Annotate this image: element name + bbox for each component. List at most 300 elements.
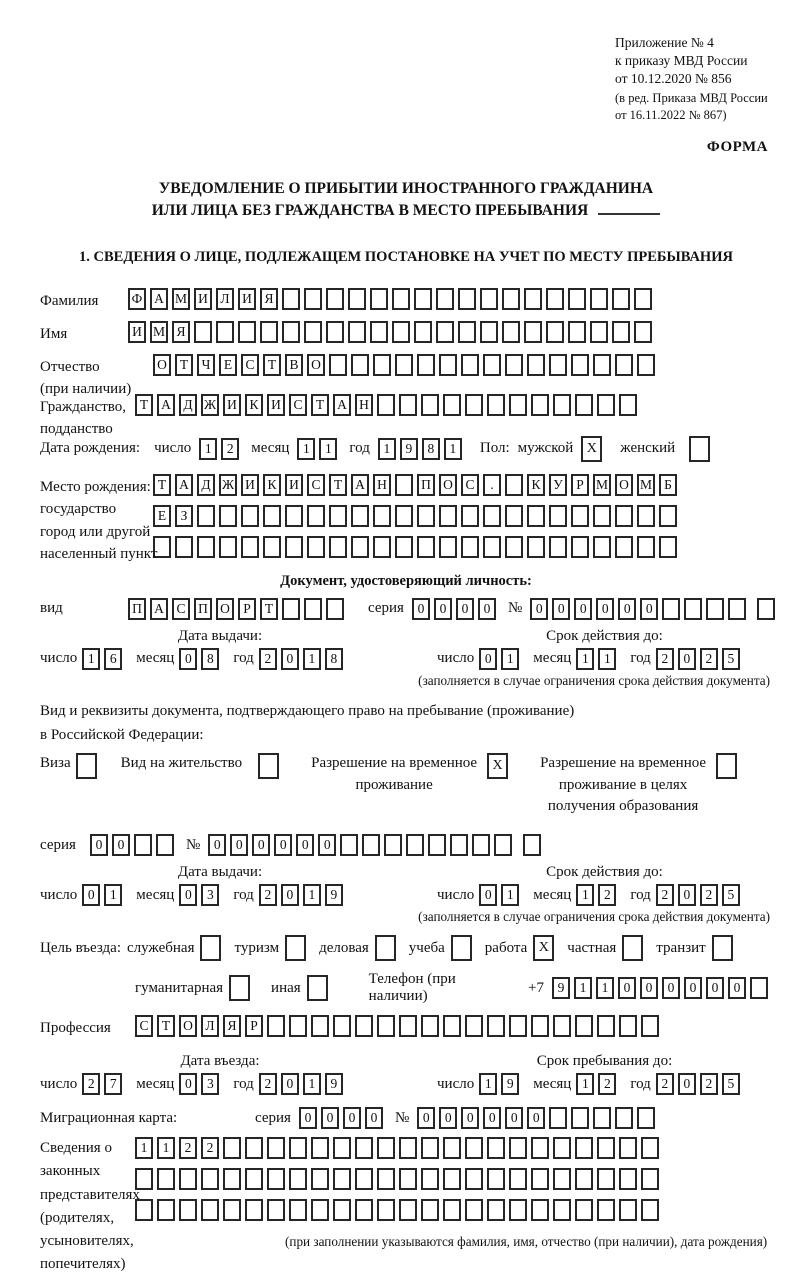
char-box[interactable]: 2 (700, 1073, 718, 1095)
char-box[interactable] (615, 354, 633, 376)
char-box[interactable] (509, 1015, 527, 1037)
char-box[interactable] (333, 1015, 351, 1037)
char-box[interactable] (245, 1199, 263, 1221)
char-box[interactable] (716, 753, 737, 779)
char-box[interactable] (348, 321, 366, 343)
char-box[interactable] (197, 505, 215, 527)
char-box[interactable] (509, 1199, 527, 1221)
char-box[interactable]: 0 (299, 1107, 317, 1129)
char-box[interactable] (549, 354, 567, 376)
char-box[interactable]: 8 (325, 648, 343, 670)
char-box[interactable] (417, 505, 435, 527)
char-box[interactable] (659, 536, 677, 558)
char-box[interactable]: Ф (128, 288, 146, 310)
char-box[interactable] (421, 394, 439, 416)
char-box[interactable] (311, 1168, 329, 1190)
char-box[interactable]: 1 (576, 648, 594, 670)
char-box[interactable]: А (150, 598, 168, 620)
char-box[interactable] (197, 536, 215, 558)
char-box[interactable]: С (172, 598, 190, 620)
char-box[interactable] (549, 505, 567, 527)
char-box[interactable]: 2 (259, 884, 277, 906)
char-box[interactable] (593, 354, 611, 376)
char-box[interactable] (399, 1168, 417, 1190)
char-box[interactable] (549, 1107, 567, 1129)
char-box[interactable]: 1 (319, 438, 337, 460)
char-box[interactable]: 0 (530, 598, 548, 620)
char-box[interactable]: 1 (501, 648, 519, 670)
char-box[interactable] (157, 1168, 175, 1190)
char-box[interactable] (684, 598, 702, 620)
char-box[interactable]: С (135, 1015, 153, 1037)
char-box[interactable] (461, 354, 479, 376)
char-box[interactable] (553, 1015, 571, 1037)
char-box[interactable] (750, 977, 768, 999)
char-box[interactable]: Р (571, 474, 589, 496)
char-box[interactable] (377, 1015, 395, 1037)
char-box[interactable] (483, 505, 501, 527)
char-box[interactable]: 2 (201, 1137, 219, 1159)
char-box[interactable] (307, 505, 325, 527)
char-box[interactable] (487, 1015, 505, 1037)
char-box[interactable] (619, 1168, 637, 1190)
char-box[interactable] (229, 975, 250, 1001)
char-box[interactable] (351, 505, 369, 527)
char-box[interactable] (194, 321, 212, 343)
char-box[interactable] (326, 321, 344, 343)
char-box[interactable] (201, 1199, 219, 1221)
char-box[interactable] (156, 834, 174, 856)
char-box[interactable]: С (307, 474, 325, 496)
char-box[interactable]: А (157, 394, 175, 416)
char-box[interactable] (619, 1015, 637, 1037)
char-box[interactable]: Т (260, 598, 278, 620)
char-box[interactable] (289, 1199, 307, 1221)
char-box[interactable] (597, 1168, 615, 1190)
char-box[interactable]: П (417, 474, 435, 496)
char-box[interactable] (509, 1168, 527, 1190)
char-box[interactable] (311, 1199, 329, 1221)
char-box[interactable]: 0 (678, 648, 696, 670)
char-box[interactable]: Я (260, 288, 278, 310)
char-box[interactable] (333, 1137, 351, 1159)
char-box[interactable]: 0 (179, 1073, 197, 1095)
char-box[interactable]: Д (179, 394, 197, 416)
char-box[interactable] (637, 354, 655, 376)
char-box[interactable]: В (285, 354, 303, 376)
char-box[interactable] (258, 753, 279, 779)
char-box[interactable] (245, 1137, 263, 1159)
char-box[interactable]: Б (659, 474, 677, 496)
char-box[interactable]: Н (355, 394, 373, 416)
char-box[interactable]: Я (172, 321, 190, 343)
char-box[interactable] (399, 394, 417, 416)
char-box[interactable] (289, 1015, 307, 1037)
char-box[interactable] (590, 288, 608, 310)
char-box[interactable] (219, 505, 237, 527)
char-box[interactable] (395, 536, 413, 558)
char-box[interactable] (267, 1199, 285, 1221)
char-box[interactable] (134, 834, 152, 856)
char-box[interactable] (615, 505, 633, 527)
char-box[interactable]: 0 (618, 977, 636, 999)
char-box[interactable]: 0 (527, 1107, 545, 1129)
char-box[interactable] (531, 1168, 549, 1190)
char-box[interactable] (553, 1168, 571, 1190)
char-box[interactable] (76, 753, 97, 779)
char-box[interactable] (706, 598, 724, 620)
char-box[interactable]: 0 (505, 1107, 523, 1129)
char-box[interactable] (597, 1137, 615, 1159)
char-box[interactable] (527, 505, 545, 527)
char-box[interactable] (421, 1168, 439, 1190)
char-box[interactable] (531, 1137, 549, 1159)
char-box[interactable] (304, 598, 322, 620)
char-box[interactable]: X (533, 935, 554, 961)
char-box[interactable]: П (128, 598, 146, 620)
char-box[interactable] (524, 288, 542, 310)
char-box[interactable]: 0 (281, 648, 299, 670)
char-box[interactable] (307, 975, 328, 1001)
char-box[interactable] (612, 321, 630, 343)
char-box[interactable]: X (581, 436, 602, 462)
char-box[interactable]: И (238, 288, 256, 310)
char-box[interactable] (757, 598, 775, 620)
char-box[interactable] (443, 394, 461, 416)
char-box[interactable] (531, 394, 549, 416)
char-box[interactable] (480, 321, 498, 343)
char-box[interactable] (553, 394, 571, 416)
char-box[interactable]: 3 (201, 1073, 219, 1095)
char-box[interactable]: 1 (576, 884, 594, 906)
char-box[interactable]: 2 (700, 648, 718, 670)
char-box[interactable]: 9 (552, 977, 570, 999)
char-box[interactable]: 0 (640, 977, 658, 999)
char-box[interactable] (487, 1199, 505, 1221)
char-box[interactable] (505, 536, 523, 558)
char-box[interactable]: 2 (82, 1073, 100, 1095)
char-box[interactable] (461, 536, 479, 558)
char-box[interactable] (238, 321, 256, 343)
char-box[interactable] (527, 354, 545, 376)
char-box[interactable]: 0 (478, 598, 496, 620)
char-box[interactable]: 2 (221, 438, 239, 460)
char-box[interactable]: 0 (706, 977, 724, 999)
char-box[interactable]: 3 (201, 884, 219, 906)
char-box[interactable] (351, 536, 369, 558)
char-box[interactable] (399, 1015, 417, 1037)
char-box[interactable] (527, 536, 545, 558)
char-box[interactable] (392, 288, 410, 310)
char-box[interactable]: 0 (417, 1107, 435, 1129)
char-box[interactable] (619, 1137, 637, 1159)
char-box[interactable] (483, 354, 501, 376)
char-box[interactable]: Я (223, 1015, 241, 1037)
char-box[interactable] (267, 1015, 285, 1037)
char-box[interactable] (355, 1199, 373, 1221)
char-box[interactable]: 0 (618, 598, 636, 620)
char-box[interactable] (223, 1137, 241, 1159)
char-box[interactable] (282, 321, 300, 343)
char-box[interactable]: Е (219, 354, 237, 376)
char-box[interactable]: 0 (684, 977, 702, 999)
char-box[interactable] (597, 1199, 615, 1221)
char-box[interactable] (487, 394, 505, 416)
char-box[interactable]: 1 (303, 1073, 321, 1095)
char-box[interactable] (487, 1137, 505, 1159)
char-box[interactable] (634, 321, 652, 343)
char-box[interactable]: 9 (501, 1073, 519, 1095)
char-box[interactable]: О (615, 474, 633, 496)
char-box[interactable] (421, 1137, 439, 1159)
char-box[interactable] (333, 1199, 351, 1221)
char-box[interactable] (329, 536, 347, 558)
char-box[interactable] (641, 1168, 659, 1190)
char-box[interactable] (351, 354, 369, 376)
char-box[interactable] (373, 505, 391, 527)
char-box[interactable] (509, 1137, 527, 1159)
char-box[interactable]: Ж (219, 474, 237, 496)
char-box[interactable]: 1 (199, 438, 217, 460)
char-box[interactable] (289, 1137, 307, 1159)
char-box[interactable]: 1 (501, 884, 519, 906)
char-box[interactable] (615, 1107, 633, 1129)
char-box[interactable] (458, 321, 476, 343)
char-box[interactable] (223, 1168, 241, 1190)
char-box[interactable]: Н (373, 474, 391, 496)
char-box[interactable] (370, 288, 388, 310)
char-box[interactable]: 1 (82, 648, 100, 670)
char-box[interactable]: 1 (303, 884, 321, 906)
char-box[interactable] (619, 394, 637, 416)
char-box[interactable] (373, 354, 391, 376)
char-box[interactable]: 0 (456, 598, 474, 620)
char-box[interactable]: 9 (325, 884, 343, 906)
char-box[interactable] (377, 1137, 395, 1159)
char-box[interactable] (568, 288, 586, 310)
char-box[interactable] (179, 1168, 197, 1190)
char-box[interactable] (443, 1199, 461, 1221)
char-box[interactable] (355, 1015, 373, 1037)
char-box[interactable]: С (461, 474, 479, 496)
char-box[interactable]: Л (201, 1015, 219, 1037)
char-box[interactable] (712, 935, 733, 961)
char-box[interactable] (571, 505, 589, 527)
char-box[interactable] (267, 1137, 285, 1159)
char-box[interactable] (502, 321, 520, 343)
char-box[interactable] (443, 1168, 461, 1190)
char-box[interactable] (575, 1168, 593, 1190)
char-box[interactable]: 0 (318, 834, 336, 856)
char-box[interactable]: И (285, 474, 303, 496)
char-box[interactable] (461, 505, 479, 527)
char-box[interactable]: 7 (104, 1073, 122, 1095)
char-box[interactable]: 0 (281, 1073, 299, 1095)
char-box[interactable] (439, 354, 457, 376)
char-box[interactable] (571, 354, 589, 376)
char-box[interactable] (406, 834, 424, 856)
char-box[interactable]: 0 (596, 598, 614, 620)
char-box[interactable] (289, 1168, 307, 1190)
char-box[interactable]: 2 (179, 1137, 197, 1159)
char-box[interactable] (263, 505, 281, 527)
char-box[interactable] (524, 321, 542, 343)
char-box[interactable] (157, 1199, 175, 1221)
char-box[interactable] (662, 598, 680, 620)
char-box[interactable] (612, 288, 630, 310)
char-box[interactable] (179, 1199, 197, 1221)
char-box[interactable] (260, 321, 278, 343)
char-box[interactable] (216, 321, 234, 343)
char-box[interactable]: 2 (656, 884, 674, 906)
char-box[interactable] (659, 505, 677, 527)
char-box[interactable] (483, 536, 501, 558)
char-box[interactable]: 8 (201, 648, 219, 670)
char-box[interactable] (487, 1168, 505, 1190)
char-box[interactable] (395, 474, 413, 496)
char-box[interactable]: Т (175, 354, 193, 376)
char-box[interactable]: 0 (412, 598, 430, 620)
char-box[interactable] (509, 394, 527, 416)
char-box[interactable] (590, 321, 608, 343)
char-box[interactable] (546, 321, 564, 343)
char-box[interactable]: О (216, 598, 234, 620)
char-box[interactable]: 0 (82, 884, 100, 906)
char-box[interactable]: 0 (321, 1107, 339, 1129)
char-box[interactable]: Т (157, 1015, 175, 1037)
char-box[interactable] (593, 1107, 611, 1129)
char-box[interactable]: 1 (104, 884, 122, 906)
char-box[interactable] (505, 474, 523, 496)
char-box[interactable] (370, 321, 388, 343)
char-box[interactable]: 2 (656, 1073, 674, 1095)
char-box[interactable] (175, 536, 193, 558)
char-box[interactable]: 0 (678, 1073, 696, 1095)
char-box[interactable]: 0 (274, 834, 292, 856)
char-box[interactable] (414, 321, 432, 343)
char-box[interactable]: И (267, 394, 285, 416)
char-box[interactable]: К (245, 394, 263, 416)
char-box[interactable] (439, 505, 457, 527)
char-box[interactable]: И (128, 321, 146, 343)
char-box[interactable]: 1 (135, 1137, 153, 1159)
char-box[interactable]: М (637, 474, 655, 496)
char-box[interactable] (373, 536, 391, 558)
char-box[interactable]: 2 (656, 648, 674, 670)
char-box[interactable] (641, 1137, 659, 1159)
char-box[interactable] (263, 536, 281, 558)
char-box[interactable] (375, 935, 396, 961)
char-box[interactable]: Л (216, 288, 234, 310)
char-box[interactable] (593, 536, 611, 558)
char-box[interactable] (451, 935, 472, 961)
char-box[interactable]: М (593, 474, 611, 496)
char-box[interactable] (421, 1199, 439, 1221)
char-box[interactable]: Т (135, 394, 153, 416)
char-box[interactable] (219, 536, 237, 558)
char-box[interactable] (728, 598, 746, 620)
char-box[interactable] (399, 1199, 417, 1221)
char-box[interactable]: 0 (479, 648, 497, 670)
char-box[interactable]: 0 (208, 834, 226, 856)
char-box[interactable]: Т (153, 474, 171, 496)
char-box[interactable] (223, 1199, 241, 1221)
char-box[interactable] (443, 1015, 461, 1037)
char-box[interactable] (377, 1199, 395, 1221)
char-box[interactable] (505, 505, 523, 527)
char-box[interactable] (597, 1015, 615, 1037)
char-box[interactable] (245, 1168, 263, 1190)
char-box[interactable]: 1 (444, 438, 462, 460)
char-box[interactable]: Д (197, 474, 215, 496)
char-box[interactable] (502, 288, 520, 310)
char-box[interactable] (326, 598, 344, 620)
char-box[interactable] (282, 288, 300, 310)
char-box[interactable] (436, 288, 454, 310)
char-box[interactable]: А (150, 288, 168, 310)
char-box[interactable] (443, 1137, 461, 1159)
char-box[interactable]: Т (311, 394, 329, 416)
char-box[interactable]: 2 (259, 648, 277, 670)
char-box[interactable]: 0 (112, 834, 130, 856)
char-box[interactable]: 0 (640, 598, 658, 620)
char-box[interactable]: . (483, 474, 501, 496)
char-box[interactable]: 0 (296, 834, 314, 856)
char-box[interactable] (355, 1137, 373, 1159)
char-box[interactable] (307, 536, 325, 558)
char-box[interactable] (304, 321, 322, 343)
char-box[interactable]: А (333, 394, 351, 416)
char-box[interactable]: 0 (479, 884, 497, 906)
char-box[interactable] (282, 598, 300, 620)
char-box[interactable] (637, 536, 655, 558)
char-box[interactable] (392, 321, 410, 343)
char-box[interactable] (304, 288, 322, 310)
char-box[interactable] (465, 1168, 483, 1190)
char-box[interactable]: Ч (197, 354, 215, 376)
char-box[interactable] (311, 1015, 329, 1037)
char-box[interactable] (571, 1107, 589, 1129)
char-box[interactable] (641, 1015, 659, 1037)
char-box[interactable]: Е (153, 505, 171, 527)
char-box[interactable] (377, 394, 395, 416)
char-box[interactable] (531, 1199, 549, 1221)
char-box[interactable] (414, 288, 432, 310)
char-box[interactable] (384, 834, 402, 856)
char-box[interactable]: И (223, 394, 241, 416)
char-box[interactable] (465, 394, 483, 416)
char-box[interactable] (417, 354, 435, 376)
char-box[interactable] (241, 536, 259, 558)
char-box[interactable] (267, 1168, 285, 1190)
char-box[interactable]: Р (238, 598, 256, 620)
char-box[interactable] (634, 288, 652, 310)
char-box[interactable]: 0 (230, 834, 248, 856)
char-box[interactable] (575, 1015, 593, 1037)
char-box[interactable]: 0 (678, 884, 696, 906)
char-box[interactable] (439, 536, 457, 558)
char-box[interactable] (593, 505, 611, 527)
char-box[interactable] (553, 1199, 571, 1221)
char-box[interactable] (417, 536, 435, 558)
char-box[interactable]: 0 (281, 884, 299, 906)
char-box[interactable]: О (439, 474, 457, 496)
char-box[interactable]: У (549, 474, 567, 496)
char-box[interactable]: 2 (700, 884, 718, 906)
char-box[interactable] (340, 834, 358, 856)
char-box[interactable]: 1 (303, 648, 321, 670)
char-box[interactable]: 5 (722, 648, 740, 670)
